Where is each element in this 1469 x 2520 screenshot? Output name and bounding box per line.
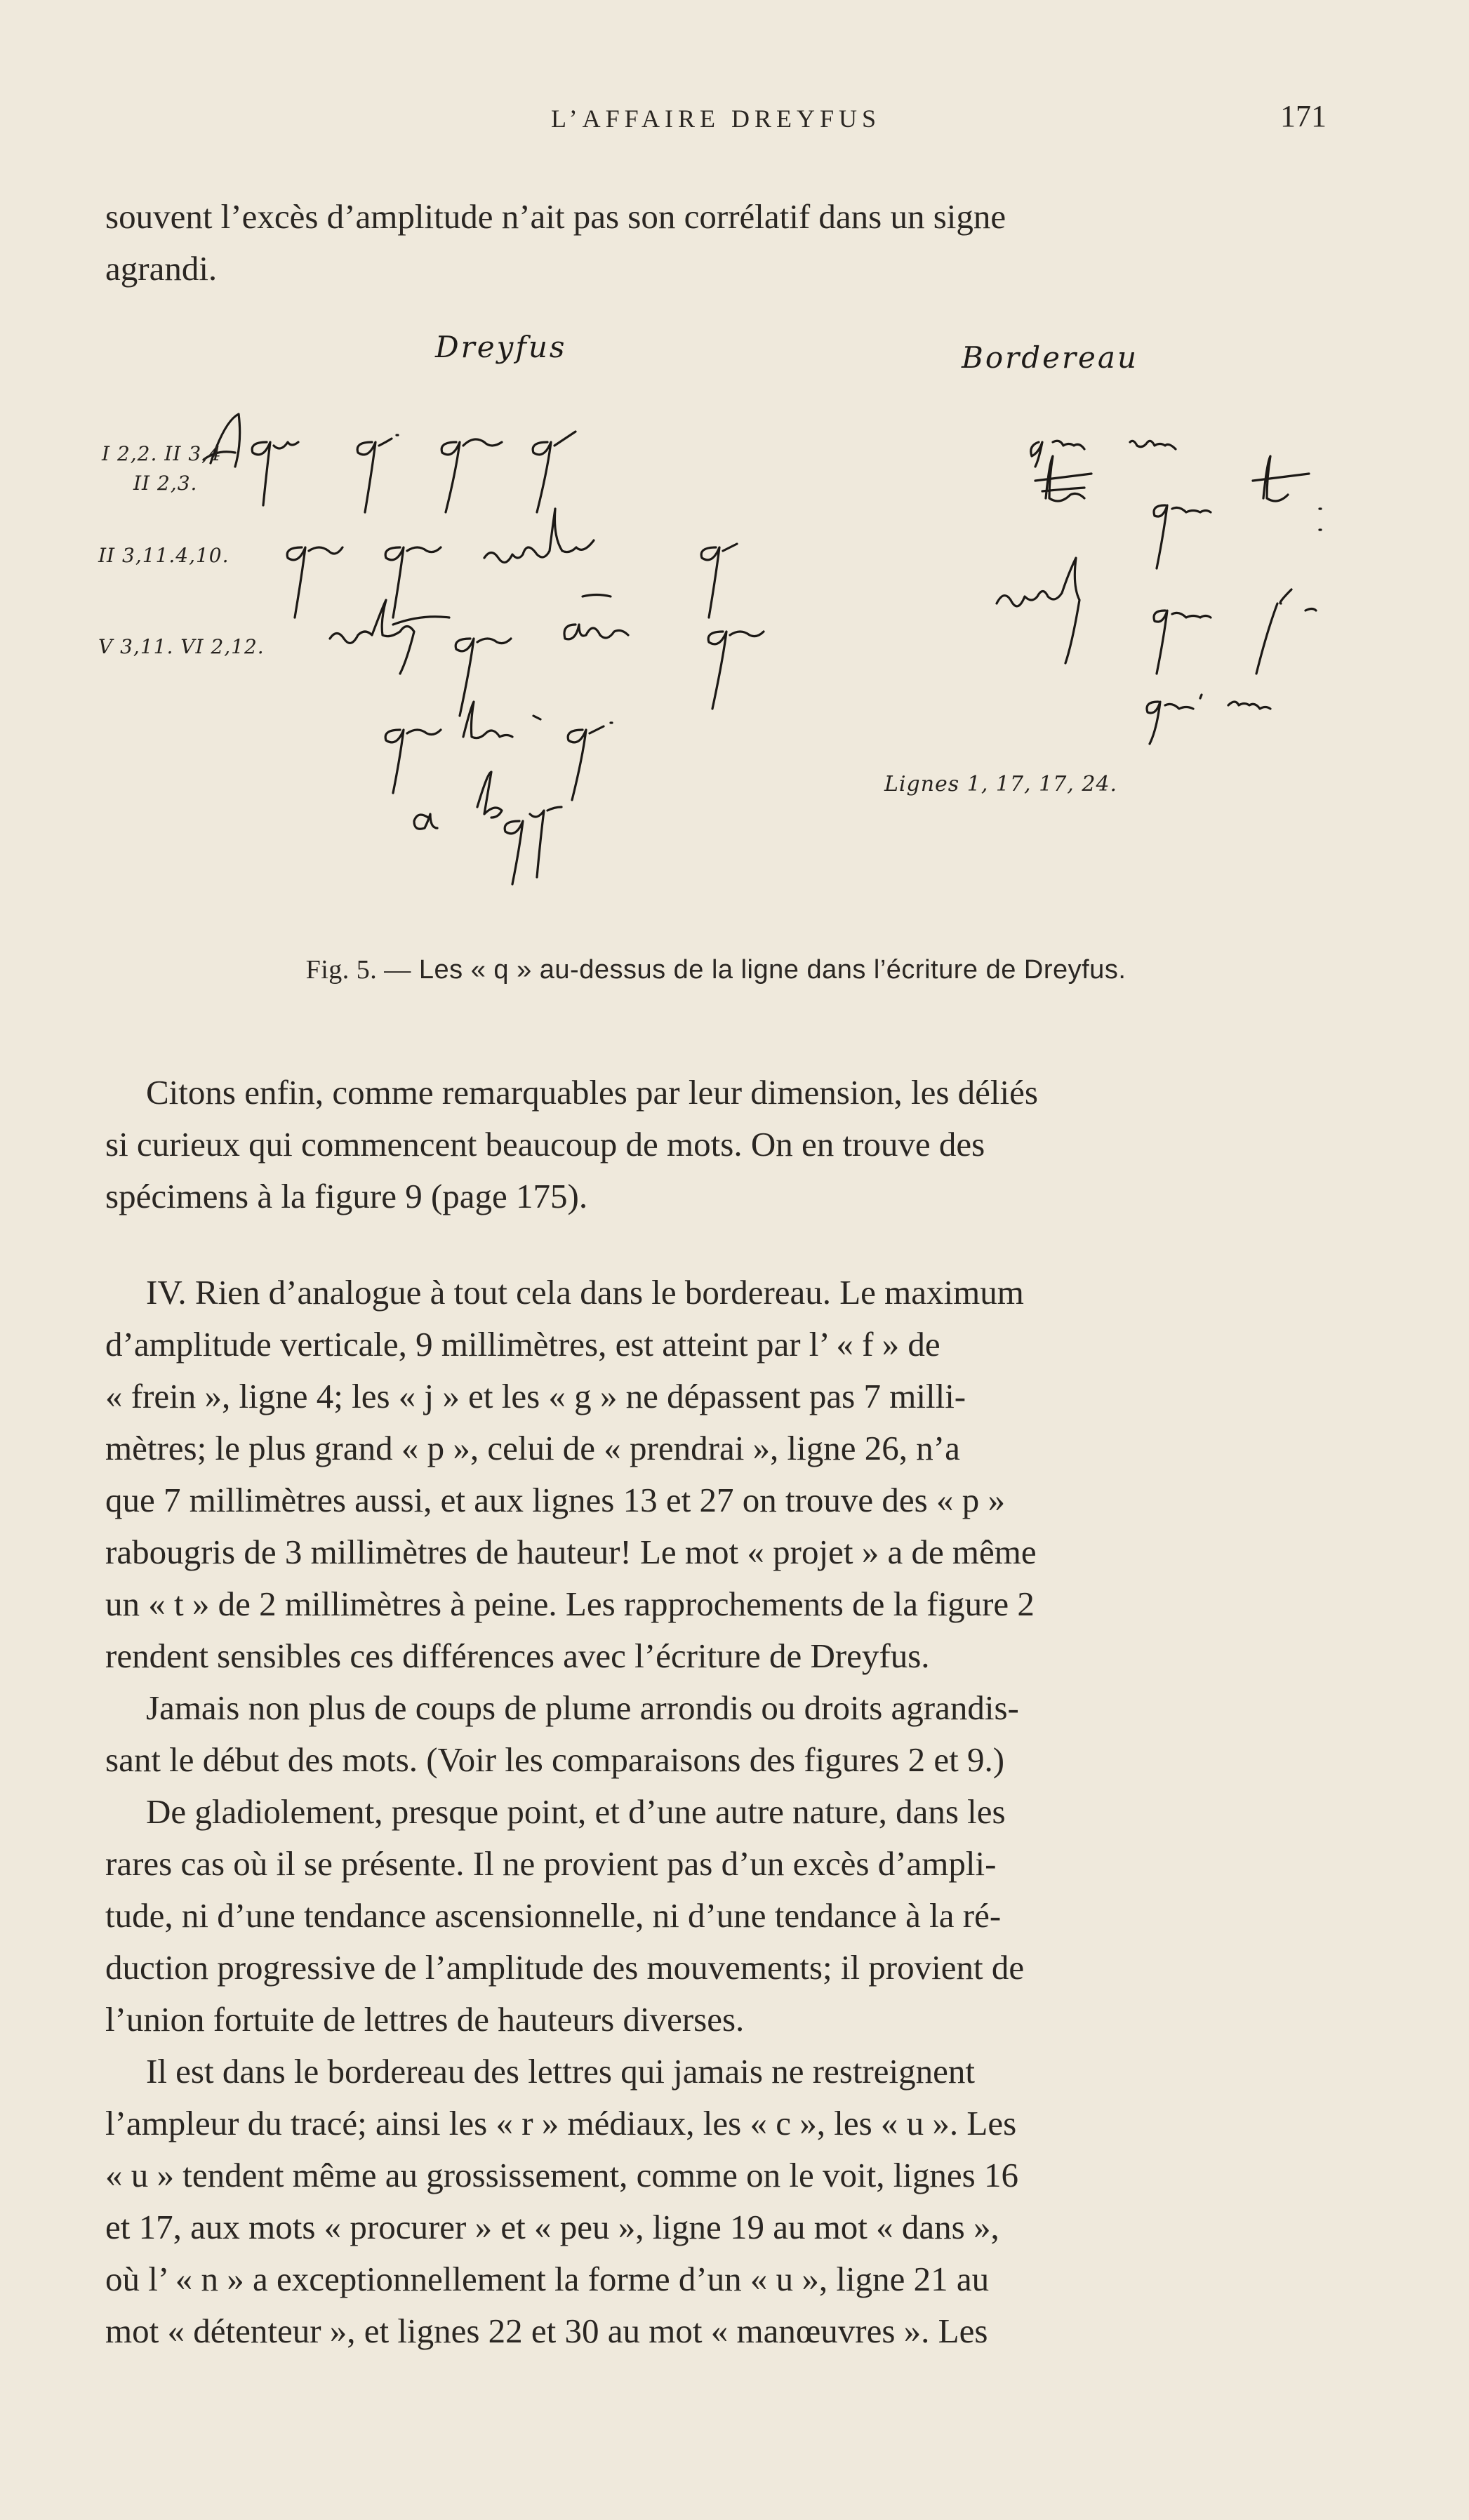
handwriting-word (568, 723, 612, 800)
handwriting-word (1253, 456, 1321, 530)
reference-label: I 2,2. II 3,4 (102, 442, 222, 465)
text-line: souvent l’excès d’amplitude n’ait pas son corrélatif dans un signe (105, 197, 1006, 236)
handwriting-word (1154, 611, 1211, 674)
handwriting-samples (98, 316, 1334, 947)
handwriting-word (385, 730, 441, 793)
handwriting-word (463, 702, 540, 738)
page-number: 171 (1280, 99, 1327, 133)
handwriting-word (1035, 456, 1091, 501)
handwriting-word (414, 814, 437, 829)
text-line: agrandi. (105, 249, 218, 288)
handwriting-word (1154, 505, 1211, 568)
text-line: duction progressive de l’amplitude des mouvements; il provient de (105, 1948, 1025, 1987)
handwriting-word (1147, 695, 1202, 744)
caption-prefix: Fig. 5. — (305, 955, 411, 985)
text-line: IV. Rien d’analogue à tout cela dans le bordereau. Le maximum (146, 1273, 1024, 1312)
reference-label: II 3,11.4,10. (98, 544, 230, 567)
handwriting-word (997, 558, 1079, 663)
figure-caption (105, 954, 1327, 985)
dreyfus-column-title: Dreyfus (435, 330, 567, 364)
text-line: De gladiolement, presque point, et d’une autre nature, dans les (146, 1792, 1006, 1831)
caption-text: Les « q » au-dessus de la ligne dans l’écriture de Dreyfus. (418, 955, 1126, 985)
handwriting-word (484, 509, 594, 562)
text-line: rabougris de 3 millimètres de hauteur! Le mot « projet » a de même (105, 1533, 1037, 1571)
text-line: que 7 millimètres aussi, et aux lignes 13 et 27 on trouve des « p » (105, 1481, 1005, 1519)
handwriting-word (701, 544, 737, 618)
handwriting-word (441, 439, 502, 512)
handwriting-word (1130, 441, 1176, 449)
handwriting-word (1228, 702, 1270, 709)
text-line: Il est dans le bordereau des lettres qui jamais ne restreignent (146, 2052, 976, 2091)
handwriting-word (357, 435, 398, 512)
text-line: si curieux qui commencent beaucoup de mots. On en trouve des (105, 1125, 985, 1164)
text-line: mètres; le plus grand « p », celui de « prendrai », ligne 26, n’a (105, 1429, 960, 1467)
handwriting-word (533, 432, 576, 512)
text-line: un « t » de 2 millimètres à peine. Les rapprochements de la figure 2 (105, 1585, 1035, 1623)
handwriting-word (287, 547, 343, 618)
intro-paragraph (105, 191, 1327, 295)
text-line: mot « détenteur », et lignes 22 et 30 au mot « manœuvres ». Les (105, 2312, 988, 2350)
text-line: « u » tendent même au grossissement, comme on le voit, lignes 16 (105, 2156, 1018, 2194)
handwriting-word (456, 639, 511, 716)
text-line: l’union fortuite de lettres de hauteurs diverses. (105, 2000, 745, 2039)
handwriting-word (330, 600, 449, 674)
text-line: Citons enfin, comme remarquables par leur dimension, les déliés (146, 1073, 1038, 1112)
text-line: Jamais non plus de coups de plume arrondis ou droits agrandis- (146, 1688, 1019, 1727)
text-line: l’ampleur du tracé; ainsi les « r » médiaux, les « c », les « u ». Les (105, 2104, 1017, 2142)
text-line: rendent sensibles ces différences avec l’écriture de Dreyfus. (105, 1636, 930, 1675)
handwriting-word (1031, 441, 1084, 467)
text-line: spécimens à la figure 9 (page 175). (105, 1177, 588, 1215)
running-head (105, 98, 1327, 140)
text-line: rares cas où il se présente. Il ne provient pas d’un excès d’ampli- (105, 1844, 997, 1883)
handwriting-word (564, 595, 628, 639)
handwriting-word (252, 442, 298, 505)
text-line: « frein », ligne 4; les « j » et les « g » ne dépassent pas 7 milli- (105, 1377, 966, 1415)
figure-5-handwriting (98, 316, 1334, 975)
text-line: où l’ « n » a exceptionnellement la forme d’un « u », ligne 21 au (105, 2260, 990, 2298)
handwriting-word (708, 632, 764, 709)
text-line: tude, ni d’une tendance ascensionnelle, ni d’une tendance à la ré- (105, 1896, 1002, 1935)
bordereau-column-title: Bordereau (962, 340, 1138, 375)
handwriting-word (1256, 589, 1316, 674)
text-line: et 17, aux mots « procurer » et « peu », ligne 19 au mot « dans », (105, 2208, 999, 2246)
handwriting-word (477, 772, 502, 818)
reference-label: II 2,3. (133, 472, 198, 495)
paragraph-section-iv (105, 1267, 1327, 2357)
running-title: L’AFFAIRE DREYFUS (550, 105, 882, 133)
paragraph-citons (105, 1067, 1327, 1222)
bordereau-line-references: Lignes 1, 17, 17, 24. (884, 772, 1118, 796)
reference-label: V 3,11. VI 2,12. (98, 635, 265, 658)
text-line: sant le début des mots. (Voir les comparaisons des figures 2 et 9.) (105, 1740, 1005, 1779)
handwriting-word (505, 807, 561, 884)
text-line: d’amplitude verticale, 9 millimètres, est atteint par l’ « f » de (105, 1325, 940, 1364)
handwriting-word (385, 547, 441, 618)
